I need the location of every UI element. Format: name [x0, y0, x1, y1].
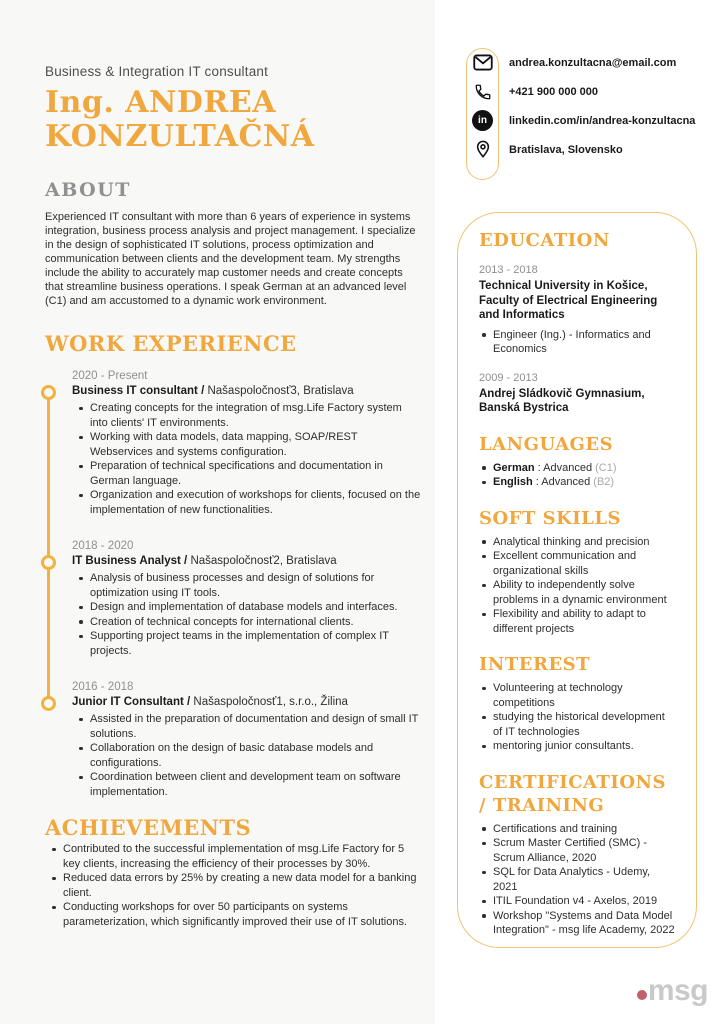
job-bullet: Assisted in the preparation of documentation and design of small IT solutions.: [72, 712, 421, 741]
soft-skills-list: [479, 535, 676, 637]
job-title: [72, 554, 421, 569]
job-entry: [45, 680, 421, 799]
work-experience-heading: WORK EXPERIENCE: [45, 331, 297, 356]
soft-skill-bullet: Ability to independently solve problems in a dynamic environment: [479, 578, 676, 607]
job-bullet: Design and implementation of database models and interfaces.: [72, 600, 421, 615]
achievements-list: [45, 842, 421, 929]
job-company: Našaspoločnosť3, Bratislava: [207, 385, 354, 397]
soft-skill-bullet: Analytical thinking and precision: [479, 535, 676, 550]
job-bullet: Preparation of technical specifications and documentation in German language.: [72, 459, 421, 488]
certification-bullet: Certifications and training: [479, 822, 676, 837]
job-role: IT Business Analyst /: [72, 555, 191, 567]
language-name: English: [493, 476, 533, 488]
job-period: 2016 - 2018: [72, 681, 134, 693]
job-bullet: Supporting project teams in the implementation of complex IT projects.: [72, 629, 421, 658]
language-grade: (B2): [593, 476, 615, 488]
job-bullet-list: [72, 401, 421, 517]
timeline-dot: [41, 555, 56, 570]
msg-logo-dot-icon: [637, 990, 647, 1000]
work-experience-timeline: [45, 369, 421, 799]
education-school: Andrej Sládkovič Gymnasium, Banská Bystrica: [479, 387, 645, 414]
language-grade: (C1): [595, 461, 617, 474]
education-entry: [479, 263, 676, 357]
certification-bullet: Scrum Master Certified (SMC) - Scrum Alliance, 2020: [479, 836, 676, 865]
job-entry: [45, 539, 421, 658]
education-period: 2013 - 2018: [479, 264, 538, 276]
languages-list: [479, 461, 676, 490]
contact-linkedin: linkedin.com/in/andrea-konzultacna: [509, 114, 696, 127]
job-bullet-list: [72, 712, 421, 799]
achievement-bullet: Contributed to the successful implementation of msg.Life Factory for 5 key clients, increasing the efficiency of their processes by 30%.: [45, 842, 421, 871]
language-sep: :: [534, 461, 544, 474]
certifications-list: [479, 822, 676, 938]
interest-heading: INTEREST: [479, 654, 591, 675]
job-entry: [45, 369, 421, 517]
contact-location: Bratislava, Slovensko: [509, 143, 623, 156]
languages-heading: LANGUAGES: [479, 433, 614, 455]
language-level: Advanced: [543, 461, 596, 474]
soft-skill-bullet: Flexibility and ability to adapt to different projects: [479, 607, 676, 636]
about-heading: ABOUT: [45, 179, 131, 201]
msg-logo: [637, 974, 708, 1007]
contact-email: andrea.konzultacna@email.com: [509, 56, 677, 69]
contact-row-linkedin: [466, 106, 695, 135]
education-period: 2009 - 2013: [479, 371, 538, 384]
job-bullet: Creation of technical concepts for international clients.: [72, 615, 421, 630]
timeline-dot: [41, 696, 56, 711]
education-bullet: Engineer (Ing.) - Informatics and Economics: [479, 328, 676, 357]
job-bullet: Creating concepts for the integration of msg.Life Factory system into clients' IT environments.: [72, 401, 421, 430]
job-period: 2020 - Present: [72, 370, 148, 382]
job-bullet: Organization and execution of workshops for clients, focused on the implementation of new functionalities.: [72, 488, 421, 517]
job-title: [72, 384, 421, 399]
job-role: Business IT consultant /: [72, 385, 208, 397]
job-bullet: Working with data models, data mapping, SOAP/REST Webservices and systems configuration.: [72, 430, 421, 459]
timeline-dot: [41, 385, 56, 400]
about-text: Experienced IT consultant with more than 6 years of experience in systems integration, business process analysis and project management. I specialize in the design of sophisticated IT solutions, process optimization and communication between clients and the development team. My strengths include the ability to accurately map customer needs and create concepts that streamline business operations. I speak German at an advanced level (C1) and am accustomed to a dynamic work environment.: [45, 211, 416, 307]
job-title: [72, 695, 421, 710]
education-bullet-list: [479, 328, 676, 357]
contact-row-email: [466, 48, 695, 77]
job-bullet: Collaboration on the design of basic database models and configurations.: [72, 741, 421, 770]
certifications-heading: CERTIFICATIONS / TRAINING: [479, 771, 666, 816]
achievement-bullet: Conducting workshops for over 50 participants on systems parameterization, which significantly improved their use of IT solutions.: [45, 900, 421, 929]
contact-row-phone: [466, 77, 695, 106]
interest-bullet: mentoring junior consultants.: [479, 739, 676, 754]
person-name: [45, 86, 421, 154]
role-label: Business & Integration IT consultant: [45, 64, 269, 79]
language-sep: :: [532, 476, 542, 488]
name-line-2: KONZULTAČNÁ: [45, 119, 315, 154]
job-company: Našaspoločnosť2, Bratislava: [190, 555, 337, 567]
interest-list: [479, 681, 676, 754]
education-heading: EDUCATION: [479, 230, 610, 251]
achievements-heading: ACHIEVEMENTS: [45, 815, 252, 840]
contact-phone: +421 900 000 000: [509, 85, 599, 98]
language-name: German: [493, 461, 535, 474]
education-entry: [479, 371, 676, 416]
certification-bullet: Workshop "Systems and Data Model Integration" - msg life Academy, 2022: [479, 909, 676, 938]
soft-skill-bullet: Excellent communication and organizational skills: [479, 549, 676, 578]
right-column-card: [457, 212, 697, 948]
soft-skills-heading: SOFT SKILLS: [479, 507, 621, 529]
achievement-bullet: Reduced data errors by 25% by creating a new data model for a banking client.: [45, 871, 421, 900]
certification-bullet: ITIL Foundation v4 - Axelos, 2019: [479, 894, 676, 909]
contact-row-location: [466, 135, 695, 164]
interest-bullet: studying the historical development of IT technologies: [479, 710, 676, 739]
language-item: [479, 461, 676, 476]
language-level: Advanced: [541, 476, 594, 488]
education-school: Technical University in Košice, Faculty of Electrical Engineering and Informatics: [479, 280, 658, 321]
contact-pill-border: [466, 48, 499, 180]
language-item: [479, 475, 676, 490]
certification-bullet: SQL for Data Analytics - Udemy, 2021: [479, 865, 676, 894]
job-bullet-list: [72, 571, 421, 658]
msg-logo-text: msg: [647, 974, 708, 1007]
linkedin-glyph: in: [472, 110, 493, 131]
interest-bullet: Volunteering at technology competitions: [479, 681, 676, 710]
job-company: Našaspoločnosť1, s.r.o., Žilina: [193, 696, 348, 708]
job-role: Junior IT Consultant /: [72, 696, 194, 708]
job-bullet: Coordination between client and development team on software implementation.: [72, 770, 421, 799]
job-period: 2018 - 2020: [72, 540, 134, 552]
name-line-1: Ing. ANDREA: [45, 85, 276, 120]
job-bullet: Analysis of business processes and design of solutions for optimization using IT tools.: [72, 571, 421, 600]
contact-block: [466, 48, 695, 164]
